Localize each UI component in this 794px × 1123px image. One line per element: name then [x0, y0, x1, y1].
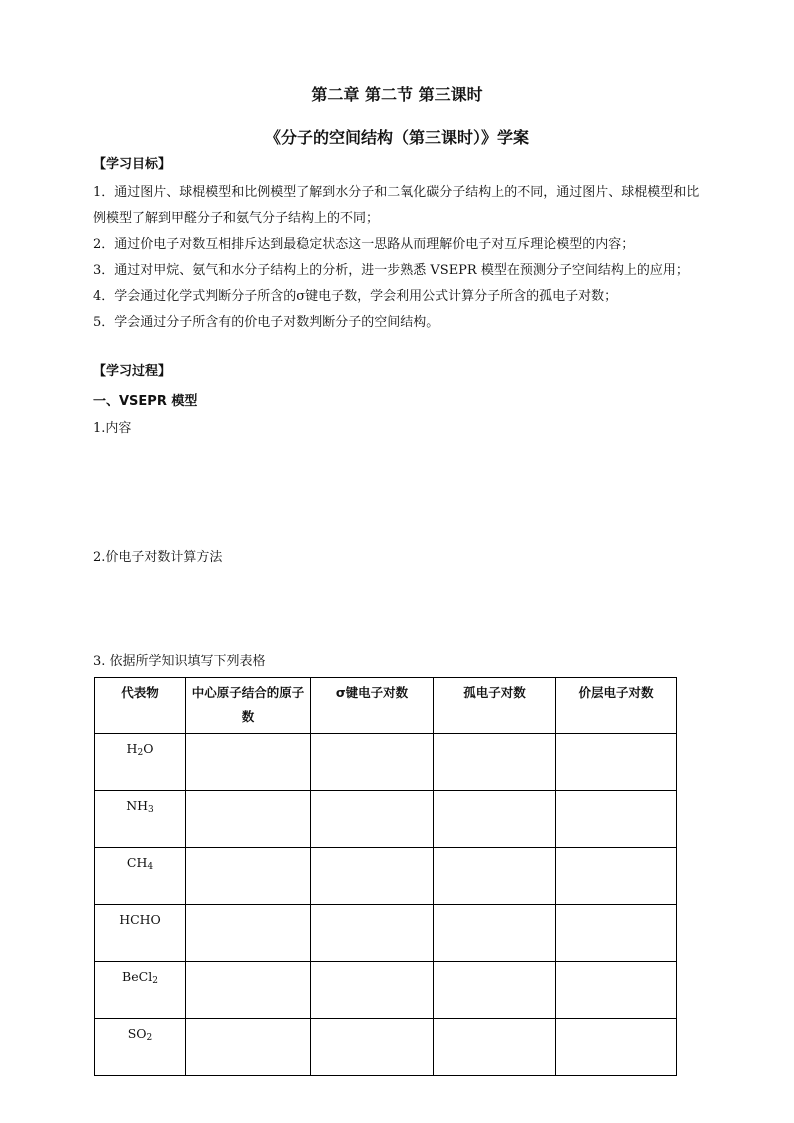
item-calculation-method: 2.价电子对数计算方法: [93, 550, 223, 565]
header-bonded-atoms: 中心原子结合的原子数: [186, 678, 311, 734]
answer-cell[interactable]: [311, 791, 434, 848]
answer-cell[interactable]: [556, 905, 677, 962]
objectives-heading: 【学习目标】: [93, 157, 172, 172]
answer-cell[interactable]: [556, 848, 677, 905]
formula-cell: BeCl$_2$: [95, 962, 186, 1019]
formula-cell: HCHO: [95, 905, 186, 962]
formula-cell: $H_2O$: [95, 734, 186, 791]
header-sigma-pairs: σ键电子对数: [311, 678, 434, 734]
formula-cell: $SO_2$: [95, 1019, 186, 1076]
answer-cell[interactable]: [434, 734, 556, 791]
answer-cell[interactable]: [186, 791, 311, 848]
table-row: [95, 734, 677, 791]
objective-item: 5．学会通过分子所含有的价电子对数判断分子的空间结构。: [93, 315, 440, 330]
table-row: [95, 905, 677, 962]
answer-cell[interactable]: [186, 734, 311, 791]
objective-item: 4．学会通过化学式判断分子所含的σ键电子数，学会利用公式计算分子所含的孤电子对数；: [93, 289, 618, 304]
item-content: 1.内容: [93, 421, 132, 436]
answer-cell[interactable]: [556, 1019, 677, 1076]
header-valence-pairs: 价层电子对数: [556, 678, 677, 734]
answer-cell[interactable]: [434, 962, 556, 1019]
answer-cell[interactable]: [311, 1019, 434, 1076]
objectives-list: [93, 180, 703, 336]
answer-cell[interactable]: [186, 962, 311, 1019]
answer-cell[interactable]: [186, 848, 311, 905]
answer-cell[interactable]: [186, 1019, 311, 1076]
answer-cell[interactable]: [311, 905, 434, 962]
fill-in-table: [94, 677, 677, 1076]
answer-cell[interactable]: [556, 734, 677, 791]
answer-cell[interactable]: [311, 848, 434, 905]
section-vsepr-model: 一、VSEPR 模型: [93, 394, 198, 409]
process-heading: 【学习过程】: [93, 364, 172, 379]
table-row: [95, 791, 677, 848]
objective-item: 1．通过图片、球棍模型和比例模型了解到水分子和二氧化碳分子结构上的不同，通过图片、球棍模型和比例模型了解到甲醛分子和氨气分子结构上的不同；: [93, 185, 700, 226]
table-row: [95, 962, 677, 1019]
answer-cell[interactable]: [434, 848, 556, 905]
answer-cell[interactable]: [311, 734, 434, 791]
table-row: [95, 848, 677, 905]
answer-cell[interactable]: [556, 962, 677, 1019]
answer-cell[interactable]: [311, 962, 434, 1019]
answer-cell[interactable]: [186, 905, 311, 962]
header-lone-pairs: 孤电子对数: [434, 678, 556, 734]
answer-cell[interactable]: [434, 1019, 556, 1076]
objective-item: 2．通过价电子对数互相排斥达到最稳定状态这一思路从而理解价电子对互斥理论模型的内容；: [93, 237, 635, 252]
table-header-row: [95, 678, 677, 734]
formula-cell: $NH_3$: [95, 791, 186, 848]
table-row: [95, 1019, 677, 1076]
formula-cell: $CH_4$: [95, 848, 186, 905]
document-title: 《分子的空间结构（第三课时）》学案: [264, 128, 529, 147]
answer-cell[interactable]: [434, 791, 556, 848]
chapter-heading: 第二章 第二节 第三课时: [311, 85, 483, 104]
header-representative: 代表物: [95, 678, 186, 734]
objective-item: 3．通过对甲烷、氨气和水分子结构上的分析，进一步熟悉 VSEPR 模型在预测分子空间结构上的应用；: [93, 263, 689, 278]
answer-cell[interactable]: [434, 905, 556, 962]
item-fill-table: 3. 依据所学知识填写下列表格: [93, 654, 266, 669]
answer-cell[interactable]: [556, 791, 677, 848]
